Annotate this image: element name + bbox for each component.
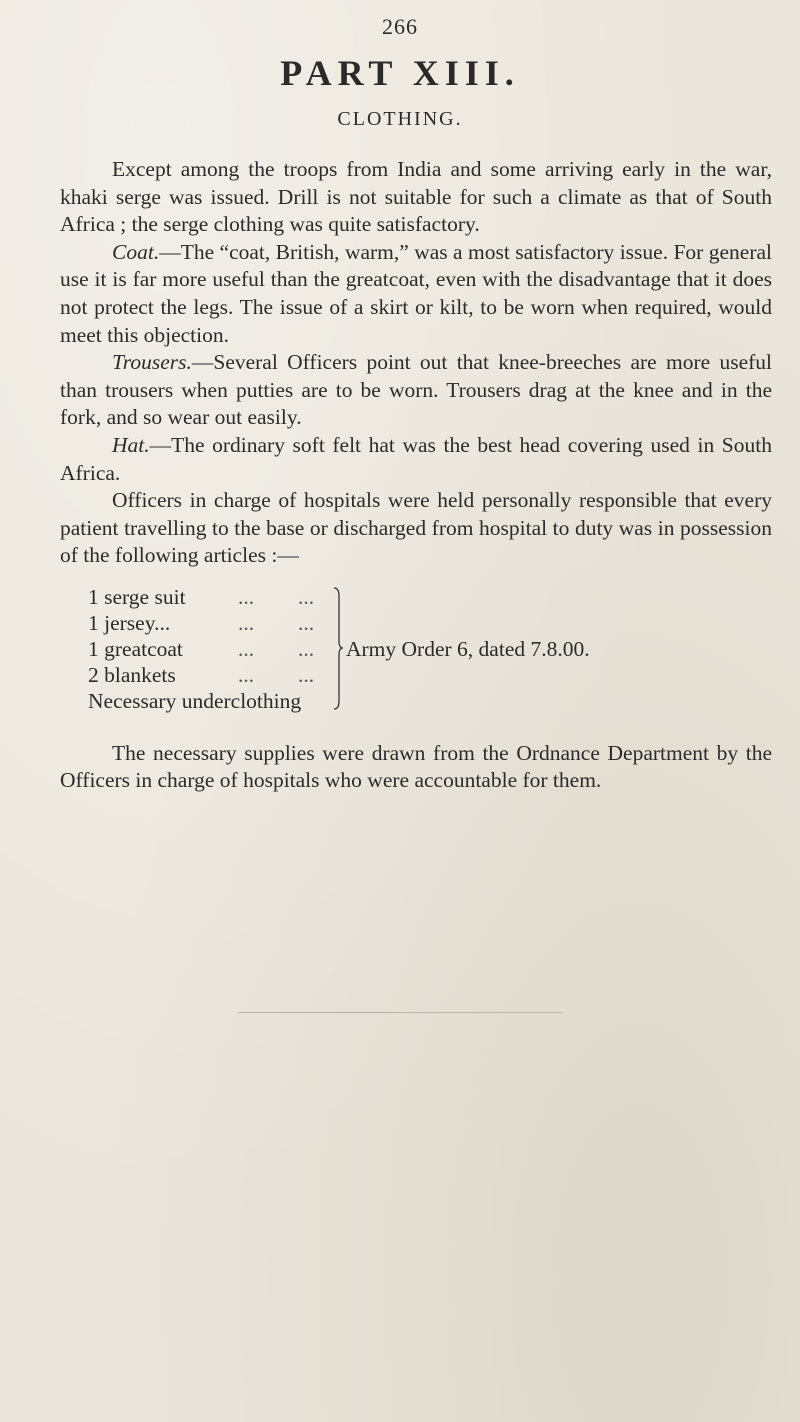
brace-icon [333,586,343,711]
paragraph-hospitals [60,487,772,570]
paragraph-text: —The ordinary soft felt hat was the best head covering used in South Africa. [60,432,772,485]
section-title: CLOTHING. [337,108,463,130]
paragraph-intro [60,156,772,239]
paragraph-lead: Hat. [112,432,150,457]
leader-dots: ... [238,663,255,687]
paragraph-text: —The “coat, British, warm,” was a most satisfactory issue. For general use it is far more useful than the greatcoat, even with the disadvantage that it does not protect the legs. The issue of a skirt or kilt, to be worn when required, would meet this objection. [60,239,772,347]
articles-list [88,584,768,714]
paragraph-hat [60,432,772,487]
paragraph-closing: The necessary supplies were drawn from the Ordnance Department by the Officers in charge of hospitals who were accountable for them. [60,741,772,792]
list-item [88,688,768,714]
paragraph-coat [60,239,772,349]
article-name: 2 blankets [88,663,176,687]
paragraph-trousers [60,349,772,432]
army-order-reference: Army Order 6, dated 7.8.00. [346,637,590,661]
leader-dots: ... [298,637,315,661]
article-name: Necessary underclothing [88,689,302,713]
leader-dots: ... [298,611,315,635]
section-divider [238,1012,562,1013]
article-name: 1 serge suit [88,585,186,609]
leader-dots: ... [298,663,315,687]
paragraph-lead: Trousers. [112,350,192,375]
leader-dots: ... [238,611,255,635]
list-item [88,662,768,688]
body-text [60,156,772,570]
leader-dots: ... [298,585,315,609]
leader-dots: ... [238,637,255,661]
list-item [88,610,768,636]
paragraph-text: —Several Officers point out that knee-breeches are more useful than trousers when putties are to be worn. Trousers drag at the knee and in the fork, and so wear out easily. [60,350,772,430]
leader-dots: ... [238,585,255,609]
paragraph-text: Officers in charge of hospitals were held personally responsible that every patient travelling to the base or discharged from hospital to duty was in possession of the following articles :— [60,488,772,568]
list-item [88,584,768,610]
paragraph-text: Except among the troops from India and some arriving early in the war, khaki serge was issued. Drill is not suitable for such a climate as that of South Africa ; the serge clothing was quite satisfactory. [60,157,772,237]
page-number: 266 [382,14,418,39]
closing-text [60,740,772,794]
paragraph-lead: Coat. [112,239,160,264]
part-heading: PART XIII. [280,53,520,93]
article-name: 1 greatcoat [88,637,183,661]
article-name: 1 jersey... [88,611,171,635]
